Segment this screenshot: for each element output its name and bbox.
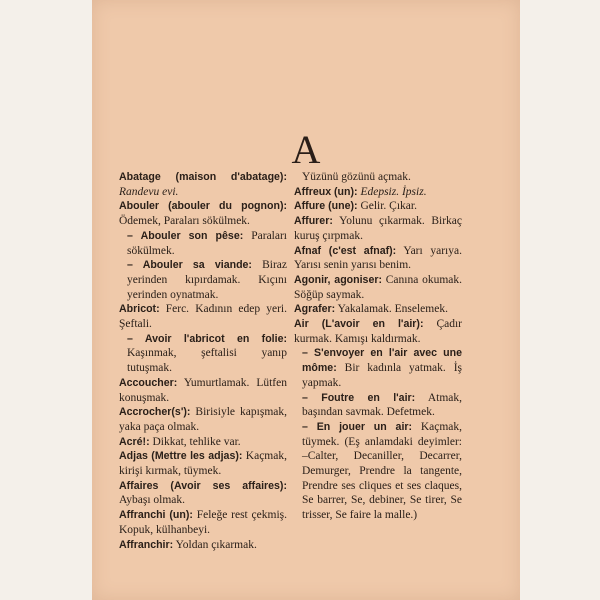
entry-definition: Bir kadınla yatmak. İş yapmak.: [302, 362, 462, 389]
entry-headword: Affure (une):: [294, 200, 358, 213]
entry-headword: – Abouler sa viande:: [127, 259, 252, 272]
entry-definition: Dikkat, tehlike var.: [152, 435, 241, 448]
entry-headword: Abouler (abouler du pognon):: [119, 200, 287, 213]
left-column: [119, 170, 287, 552]
entry-definition: Randevu evi.: [119, 185, 179, 198]
entry-headword: – Foutre en l'air:: [302, 391, 416, 404]
entry-headword: Air (L'avoir en l'air):: [294, 318, 424, 331]
dictionary-entry: [119, 479, 287, 508]
entry-headword: Affaires (Avoir ses affaires):: [119, 479, 287, 492]
entry-definition: Gelir. Çıkar.: [360, 200, 417, 213]
dictionary-entry: [119, 376, 287, 405]
entry-definition: Kaçmak, kirişi kırmak, tüymek.: [119, 450, 287, 478]
dictionary-entry: [294, 317, 462, 346]
dictionary-entry: [294, 244, 462, 273]
entry-definition: Ferc. Kadının edep yeri. Şeftali.: [119, 303, 287, 331]
dictionary-entry: [119, 538, 287, 553]
entry-headword: Abricot:: [119, 303, 160, 316]
entry-definition: Yüzünü gözünü açmak.: [302, 171, 411, 183]
entry-definition: Yakalamak. Enselemek.: [337, 303, 448, 316]
entry-definition: Biraz yerinden kıpırdamak. Kıçını yerinden oynatmak.: [127, 259, 287, 301]
entry-headword: Adjas (Mettre les adjas):: [119, 450, 243, 463]
entry-headword: Affreux (un):: [294, 185, 358, 198]
entry-headword: Afnaf (c'est afnaf):: [294, 244, 397, 257]
entry-headword: – En jouer un air:: [302, 420, 413, 433]
entry-headword: Acré!:: [119, 435, 150, 448]
entry-definition: Yolunu çıkarmak. Birkaç kuruş çırpmak.: [294, 215, 462, 242]
entry-headword: Agonir, agoniser:: [294, 273, 382, 286]
entry-headword: Affurer:: [294, 215, 333, 228]
entry-headword: – S'envoyer en l'air avec une môme:: [302, 347, 462, 375]
entry-headword: – Avoir l'abricot en folie:: [127, 332, 287, 345]
entry-headword: Affranchi (un):: [119, 509, 193, 522]
entry-definition: Feleğe rest çekmiş. Kopuk, külhanbeyi.: [119, 509, 287, 536]
dictionary-entry: [294, 199, 462, 214]
entry-definition: Atmak, başından savmak. Defetmek.: [302, 391, 462, 419]
dictionary-entry: [294, 273, 462, 302]
dictionary-entry: [119, 229, 287, 258]
right-column: [294, 170, 462, 523]
entry-headword: Accoucher:: [119, 376, 178, 389]
dictionary-entry: [294, 214, 462, 243]
dictionary-entry: [119, 258, 287, 302]
dictionary-entry: [294, 302, 462, 317]
dictionary-entry: [119, 435, 287, 450]
entry-headword: Abatage (maison d'abatage):: [119, 171, 287, 183]
entry-headword: – Abouler son pêse:: [127, 229, 244, 242]
entry-definition: Çadır kurmak. Kamışı kaldırmak.: [294, 318, 463, 345]
dictionary-entry: [294, 420, 462, 523]
entry-definition: Yumurtlamak. Lütfen konuşmak.: [119, 376, 287, 404]
dictionary-entry: [294, 170, 462, 185]
section-letter: A: [291, 127, 321, 172]
entry-definition: Ödemek, Paraları sökülmek.: [119, 215, 250, 228]
dictionary-entry: [119, 302, 287, 331]
dictionary-entry: [119, 449, 287, 478]
entry-definition: Yoldan çıkarmak.: [175, 538, 257, 551]
dictionary-entry: [119, 199, 287, 228]
entry-definition: Kaçmak, tüymek. (Eş anlamdaki deyimler: –Calter, Decaniller, Decarrer, Demurger, Prendre la tangente, Prendre ses cliques et ses claques, Se barrer, Se, debiner, Se tirer, Se trisser, Se faire la malle.): [302, 420, 463, 522]
entry-definition: Kaşınmak, şeftalisi yanıp tutuşmak.: [127, 347, 287, 375]
entry-definition: Edepsiz. İpsiz.: [360, 185, 427, 198]
dictionary-entry: [119, 405, 287, 434]
dictionary-entry: [119, 332, 287, 376]
dictionary-entry: [119, 508, 287, 537]
entry-definition: Yarı yarıya. Yarısı senin yarısı benim.: [294, 244, 462, 272]
entry-definition: Paraları sökülmek.: [127, 229, 287, 257]
dictionary-entry: [294, 185, 462, 200]
entry-definition: Canına okumak. Söğüp saymak.: [294, 273, 462, 301]
entry-headword: Accrocher(s'):: [119, 406, 191, 419]
entry-definition: Aybaşı olmak.: [119, 494, 186, 507]
dictionary-page: [92, 0, 520, 600]
entry-headword: Agrafer:: [294, 303, 336, 316]
dictionary-entry: [119, 170, 287, 199]
entry-definition: Birisiyle kapışmak, yaka paça olmak.: [119, 406, 287, 433]
dictionary-entry: [294, 391, 462, 420]
dictionary-entry: [294, 346, 462, 390]
entry-headword: Affranchir:: [119, 538, 174, 551]
